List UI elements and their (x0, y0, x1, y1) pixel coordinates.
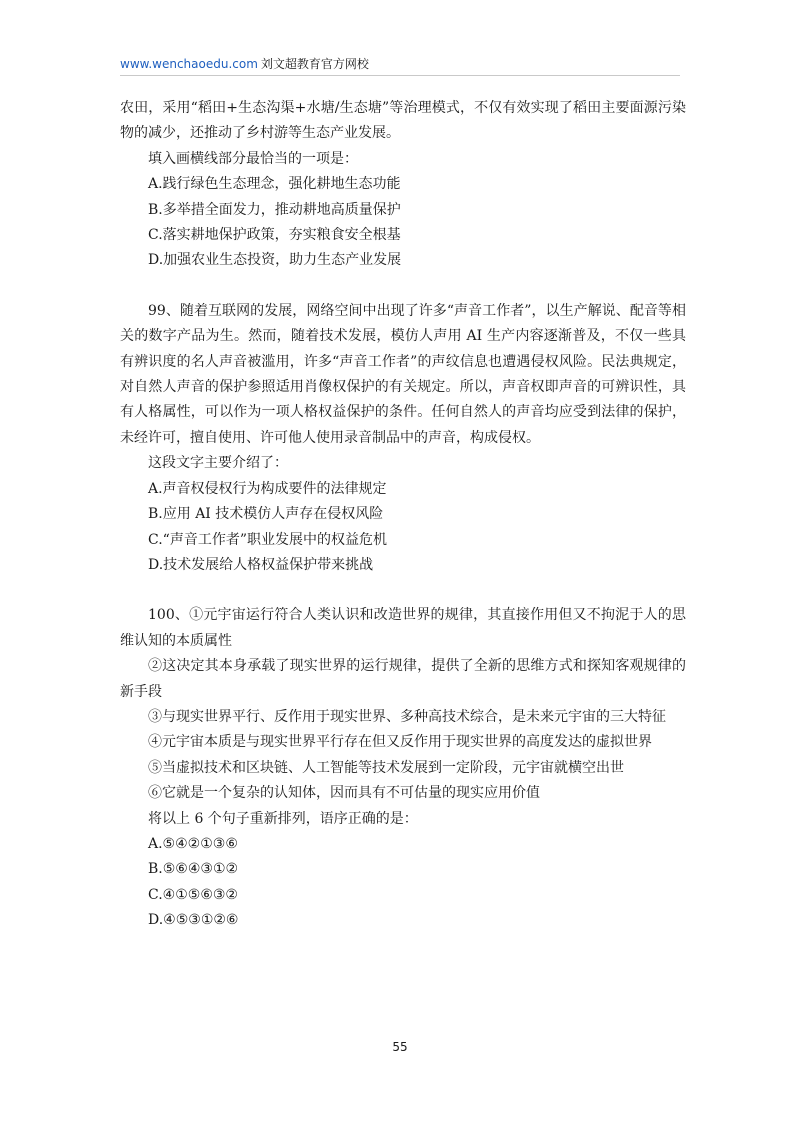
spacer (120, 578, 686, 603)
q99-option-a: A.声音权侵权行为构成要件的法律规定 (148, 480, 387, 497)
q100-sentence-4: ④元宇宙本质是与现实世界平行存在但又反作用于现实世界的高度发达的虚拟世界 (148, 734, 652, 751)
q99-passage: 99、随着互联网的发展，网络空间中出现了许多“声音工作者”，以生产解说、配音等相关的数字产品为生。然而，随着技术发展，模仿人声用 AI 生产内容逐渐普及，不仅一些具有辨识度的名人声音被滥用，许多“声音工作者”的声纹信息也遭遇侵权风险。民法典规定，对自然人声音的保护参照适用肖像权保护的有关规定。所以，声音权即声音的可辨识性，具有人格属性，可以作为一项人格权益保护的条件。任何自然人的声音均应受到法律的保护，未经许可，擅自使用、许可他人使用录音制品中的声音，构成侵权。 (120, 302, 686, 446)
q98-option-a: A.践行绿色生态理念，强化耕地生态功能 (148, 176, 401, 193)
spacer (120, 274, 686, 299)
q99-option-c: C.“声音工作者”职业发展中的权益危机 (148, 531, 387, 548)
q100-option-d: D.④⑤③①②⑥ (148, 912, 239, 929)
q100-option-c: C.④①⑤⑥③② (148, 886, 238, 903)
q100-option-a: A.⑤④②①③⑥ (148, 835, 238, 852)
q98-option-d: D.加强农业生态投资，助力生态产业发展 (148, 252, 402, 269)
q100-prompt: 将以上 6 个句子重新排列，语序正确的是： (148, 810, 418, 827)
q100-sentence-5: ⑤当虚拟技术和区块链、人工智能等技术发展到一定阶段，元宇宙就横空出世 (148, 759, 624, 776)
question-99 (120, 299, 686, 578)
page-number: 55 (392, 1040, 408, 1054)
q99-prompt: 这段文字主要介绍了： (148, 455, 288, 472)
page-content (120, 96, 686, 934)
website-link[interactable]: www.wenchaoedu.com (120, 57, 258, 71)
header-divider (120, 75, 680, 76)
q98-passage: 农田，采用“稻田+生态沟渠+水塘/生态塘”等治理模式，不仅有效实现了稻田主要面源污染物的减少，还推动了乡村游等生态产业发展。 (120, 100, 686, 142)
q100-sentence-1: 100、①元宇宙运行符合人类认识和改造世界的规律，其直接作用但又不拘泥于人的思维认知的本质属性 (120, 607, 686, 649)
q98-option-b: B.多举措全面发力，推动耕地高质量保护 (148, 201, 401, 218)
q100-option-b: B.⑤⑥④③①② (148, 861, 239, 878)
question-100 (120, 603, 686, 933)
q98-option-c: C.落实耕地保护政策，夯实粮食安全根基 (148, 227, 401, 244)
question-98-continuation (120, 96, 686, 274)
q99-option-d: D.技术发展给人格权益保护带来挑战 (148, 556, 374, 573)
q100-sentence-3: ③与现实世界平行、反作用于现实世界、多种高技术综合，是未来元宇宙的三大特征 (148, 708, 666, 725)
school-name: 刘文超教育官方网校 (260, 57, 369, 71)
q100-sentence-6: ⑥它就是一个复杂的认知体，因而具有不可估量的现实应用价值 (148, 785, 540, 802)
page-header (120, 56, 680, 72)
q98-prompt: 填入画横线部分最恰当的一项是： (148, 150, 358, 167)
q100-sentence-2: ②这决定其本身承载了现实世界的运行规律，提供了全新的思维方式和探知客观规律的新手段 (120, 658, 686, 700)
q99-option-b: B.应用 AI 技术模仿人声存在侵权风险 (148, 506, 384, 523)
